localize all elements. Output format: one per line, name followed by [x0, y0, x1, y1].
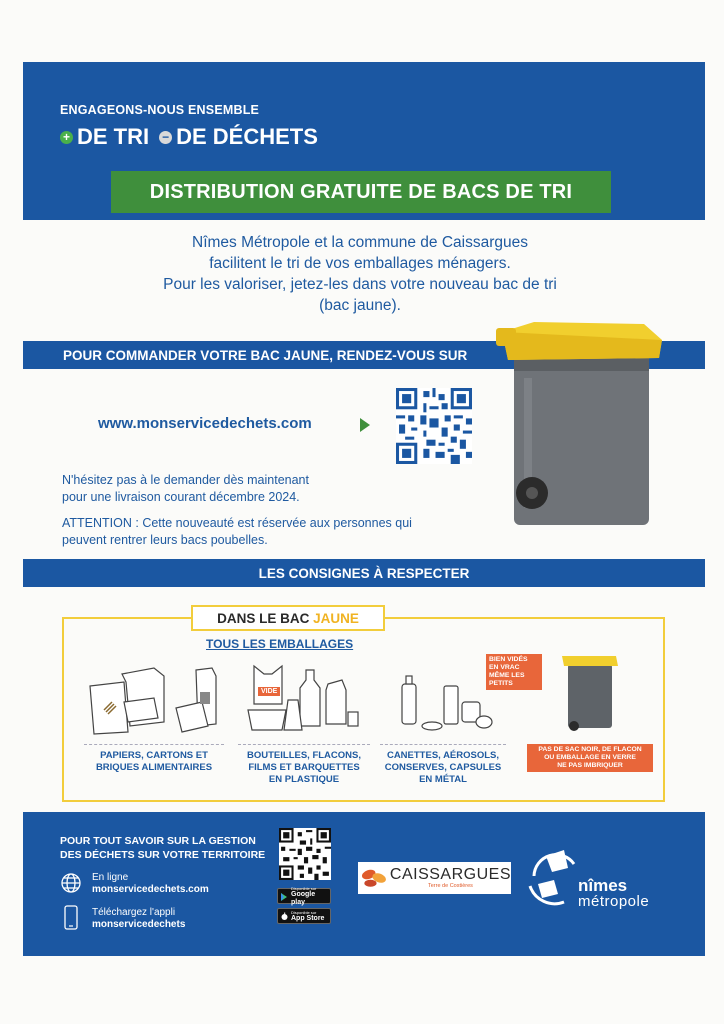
- intro-line: (bac jaune).: [319, 297, 401, 314]
- category-paper: [84, 744, 224, 774]
- footer-qr-code-icon: [279, 828, 331, 880]
- plus-icon: +: [60, 131, 73, 144]
- category-metal: [380, 744, 506, 786]
- intro-text: [100, 232, 620, 316]
- tagline-part1: DE TRI: [77, 124, 150, 149]
- caissargues-name: CAISSARGUES: [389, 865, 511, 883]
- intro-line: Nîmes Métropole et la commune de Caissargues: [192, 234, 528, 251]
- category-line: FILMS ET BARQUETTES: [248, 762, 360, 773]
- note-line: N'hésitez pas à le demander dès maintenant: [62, 473, 309, 487]
- app-label: Téléchargez l'appli: [92, 907, 176, 918]
- tip-line: NE PAS IMBRIQUER: [557, 762, 623, 769]
- vide-label: VIDE: [258, 687, 280, 696]
- warning-note: [62, 515, 412, 549]
- title-highlight: JAUNE: [313, 610, 359, 626]
- tip-line: OU EMBALLAGE EN VERRE: [544, 754, 636, 761]
- app-name[interactable]: monservicedechets: [92, 919, 186, 930]
- app-info: [92, 907, 185, 931]
- online-link[interactable]: monservicedechets.com: [92, 884, 209, 895]
- category-line: EN MÉTAL: [419, 774, 467, 785]
- caissargues-emblem-icon: [360, 864, 388, 892]
- nimes-metropole-emblem-icon: [524, 846, 582, 908]
- globe-icon: [60, 872, 82, 894]
- online-label: En ligne: [92, 872, 129, 883]
- google-play-icon: [280, 893, 288, 901]
- delivery-note: [62, 472, 309, 506]
- title-prefix: DANS LE BAC: [217, 610, 314, 626]
- category-line: EN PLASTIQUE: [268, 774, 340, 785]
- badge-store-name: App Store: [291, 914, 325, 922]
- arrow-right-icon: [360, 418, 370, 432]
- tip-empty-loose: [486, 654, 542, 690]
- category-line: CONSERVES, CAPSULES: [384, 762, 502, 773]
- yellow-bin-illustration: [494, 318, 666, 538]
- badge-store-name: Google play: [291, 890, 316, 906]
- tip-line: BIEN VIDÉS: [489, 656, 528, 663]
- badge-small-text: Disponible sur: [291, 909, 317, 915]
- paper-carton-icon: [84, 662, 224, 737]
- intro-line: Pour les valoriser, jetez-les dans votre nouveau bac de tri: [163, 276, 557, 293]
- badge-small-text: Disponible sur: [291, 885, 317, 891]
- warning-line: ATTENTION : Cette nouveauté est réservée aux personnes qui: [62, 516, 412, 530]
- minus-icon: −: [159, 131, 172, 144]
- smartphone-icon: [62, 905, 80, 931]
- tip-line: MÊME LES PETITS: [489, 672, 525, 687]
- tip-line: EN VRAC: [489, 664, 520, 671]
- consignes-subtitle: TOUS LES EMBALLAGES: [206, 637, 354, 651]
- footer-title: [60, 834, 265, 862]
- footer-title-line: DES DÉCHETS SUR VOTRE TERRITOIRE: [60, 849, 266, 861]
- warning-line: peuvent rentrer leurs bacs poubelles.: [62, 533, 268, 547]
- category-line: BOUTEILLES, FLACONS,: [247, 750, 361, 761]
- category-line: CANETTES, AÉROSOLS,: [386, 750, 500, 761]
- eyebrow-text: ENGAGEONS-NOUS ENSEMBLE: [60, 103, 260, 117]
- category-line: PAPIERS, CARTONS ET: [100, 750, 208, 761]
- apple-icon: [281, 912, 288, 920]
- distribution-banner: DISTRIBUTION GRATUITE DE BACS DE TRI: [111, 171, 611, 213]
- tip-line: PAS DE SAC NOIR, DE FLACON: [538, 746, 642, 753]
- category-line: BRIQUES ALIMENTAIRES: [95, 762, 213, 773]
- caissargues-subtitle: Terre de Costières: [427, 882, 473, 889]
- category-plastic: [238, 744, 370, 786]
- metal-cans-icon: [396, 672, 496, 736]
- note-line: pour une livraison courant décembre 2024.: [62, 490, 300, 504]
- footer-title-line: POUR TOUT SAVOIR SUR LA GESTION: [60, 835, 256, 847]
- qr-code-icon: [396, 388, 472, 464]
- tagline-part2: DE DÉCHETS: [176, 124, 318, 149]
- plastic-bottles-icon: [246, 660, 366, 738]
- intro-line: facilitent le tri de vos emballages ménagers.: [209, 255, 511, 272]
- metropole-name: métropole: [578, 893, 650, 910]
- online-info: [92, 872, 209, 896]
- order-bar: POUR COMMANDER VOTRE BAC JAUNE, RENDEZ-VOUS SUR: [23, 341, 705, 369]
- tagline: [60, 124, 318, 150]
- caissargues-logo: [358, 862, 511, 894]
- tip-no-black-bag: [527, 744, 653, 772]
- consignes-title: [191, 605, 385, 631]
- consignes-bar: LES CONSIGNES À RESPECTER: [23, 559, 705, 587]
- small-yellow-bin-icon: [560, 650, 620, 734]
- nimes-name: nîmes: [578, 876, 628, 895]
- service-url-link[interactable]: www.monservicedechets.com: [98, 415, 312, 432]
